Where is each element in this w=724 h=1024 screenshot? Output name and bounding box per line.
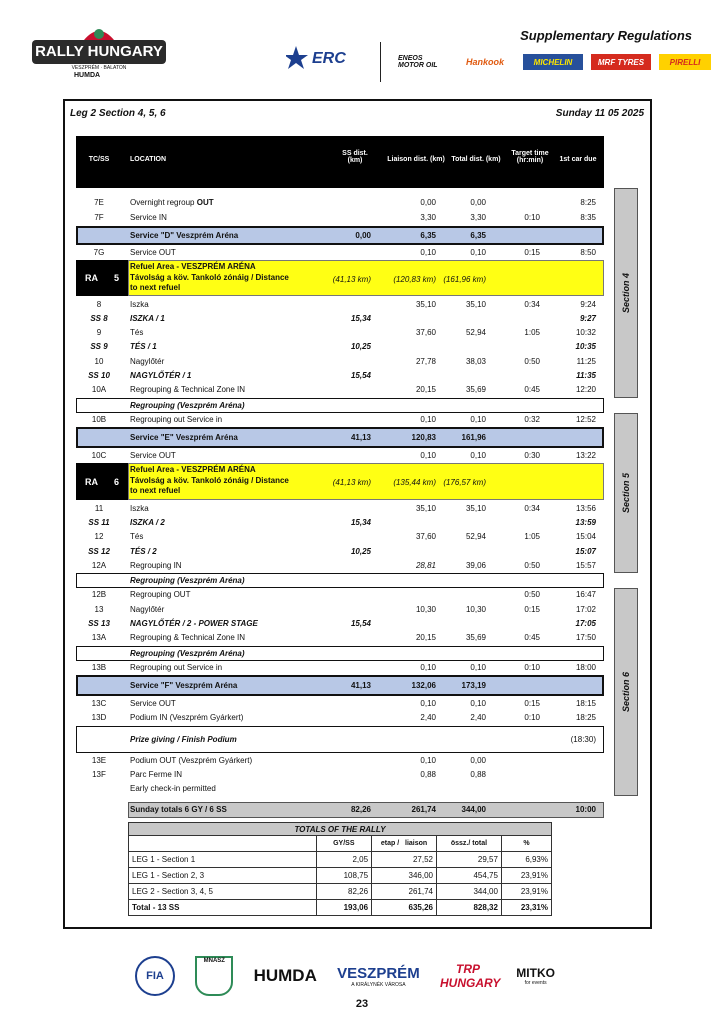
ss-dist: 10,25	[350, 547, 371, 556]
total: 52,94	[465, 532, 486, 541]
tc: 7G	[93, 248, 105, 257]
target: 0:15	[524, 605, 540, 614]
totals-pct: 6,93%	[501, 852, 551, 868]
tc: SS 12	[88, 547, 110, 556]
eneos-logo: ENEOS MOTOR OIL	[398, 55, 438, 69]
total: 35,10	[465, 300, 486, 309]
location: TÉS / 2	[130, 547, 157, 556]
section-4-tab	[614, 188, 638, 398]
target: 1:05	[524, 532, 540, 541]
due: 15:04	[575, 532, 596, 541]
tc: SS 9	[90, 342, 108, 351]
tc: 12A	[91, 561, 107, 570]
tc: 13E	[91, 756, 107, 765]
due: 8:35	[580, 213, 596, 222]
target: 0:15	[524, 248, 540, 257]
refuel-line-2	[130, 465, 289, 497]
page-number: 23	[355, 998, 369, 1010]
total: 39,06	[465, 561, 486, 570]
due: 16:47	[575, 590, 596, 599]
refuel-text-line: to next refuel	[130, 283, 181, 292]
refuel-line-1	[130, 262, 289, 294]
section-5-label: Section 5	[621, 472, 632, 514]
liaison: 3,30	[420, 213, 436, 222]
totals-col-gyss: GY/SS	[316, 836, 372, 852]
location: Service "D" Veszprém Aréna	[130, 231, 239, 240]
tc: 10C	[91, 451, 107, 460]
tc: 13F	[92, 770, 106, 779]
totals-pct: 23,91%	[501, 868, 551, 884]
footer-logos	[135, 958, 555, 994]
tc: 8	[96, 300, 102, 309]
refuel-text-line: Refuel Area - VESZPRÉM ARÉNA	[130, 465, 256, 474]
due: 13:59	[575, 518, 596, 527]
due: 13:22	[575, 451, 596, 460]
location: ISZKA / 2	[130, 518, 165, 527]
location: Service OUT	[130, 248, 176, 257]
due: 17:02	[575, 605, 596, 614]
total: 6,35	[470, 231, 486, 240]
total: 344,00	[461, 805, 486, 814]
location: Service IN	[130, 213, 167, 222]
liaison: 0,10	[420, 248, 436, 257]
location: Service "E" Veszprém Aréna	[130, 433, 238, 442]
location: Regrouping & Technical Zone IN	[130, 385, 246, 394]
ra6-label: RA	[84, 476, 98, 487]
totals-total: 828,32	[437, 900, 502, 916]
tc: 13A	[91, 633, 107, 642]
location: Sunday totals 6 GY / 6 SS	[130, 805, 227, 814]
liaison: 35,10	[415, 300, 436, 309]
total: (176,57 km)	[443, 478, 486, 487]
total: 0,10	[470, 248, 486, 257]
liaison: 0,10	[420, 415, 436, 424]
total: 0,88	[470, 770, 486, 779]
ss-dist: 15,34	[350, 518, 371, 527]
col-liaison: Liaison dist. (km)	[387, 156, 445, 163]
erc-logo	[286, 42, 366, 82]
location-bold: OUT	[196, 198, 214, 207]
ra5-block	[76, 260, 128, 296]
tc: 10	[94, 357, 104, 366]
target: 0:34	[524, 504, 540, 513]
liaison: 37,60	[415, 532, 436, 541]
totals-label: Total - 13 SS	[129, 900, 317, 916]
tc: 12	[94, 532, 104, 541]
due: 8:50	[580, 248, 596, 257]
due: 12:20	[575, 385, 596, 394]
location: Early check-in permitted	[130, 784, 216, 793]
tc: 13B	[91, 663, 107, 672]
humda-small-logo: HUMDA	[74, 72, 101, 79]
section-6-label: Section 6	[621, 671, 632, 713]
target: 0:45	[524, 385, 540, 394]
tc: SS 10	[88, 371, 110, 380]
liaison: 120,83	[411, 433, 436, 442]
mnasz-logo: MNASZ	[195, 956, 233, 996]
mrf-logo: MRF TYRES	[591, 54, 651, 70]
target: 0:15	[524, 699, 540, 708]
tc: 10B	[91, 415, 107, 424]
totals-liaison: 635,26	[372, 900, 437, 916]
fia-logo: FIA	[135, 956, 175, 996]
section-6-tab	[614, 588, 638, 796]
total: 2,40	[470, 713, 486, 722]
totals-gyss: 193,06	[316, 900, 372, 916]
ss-dist: 15,54	[350, 371, 371, 380]
mitko-logo-sub: for events	[524, 980, 547, 986]
location: Iszka	[130, 504, 149, 513]
totals-blank-header	[129, 836, 317, 852]
target: 0:10	[524, 213, 540, 222]
totals-row	[129, 884, 552, 900]
due: 9:24	[580, 300, 596, 309]
total: 3,30	[470, 213, 486, 222]
tc: 13C	[91, 699, 107, 708]
due: 10:35	[575, 342, 596, 351]
due: 12:52	[575, 415, 596, 424]
ss-dist: 15,34	[350, 314, 371, 323]
tc: 7E	[94, 198, 104, 207]
col-due: 1st car due	[559, 156, 597, 163]
liaison: 20,15	[415, 633, 436, 642]
due: 11:25	[576, 357, 596, 366]
target: 0:50	[524, 561, 540, 570]
totals-gyss: 108,75	[316, 868, 372, 884]
veszprem-logo	[337, 965, 420, 988]
location: Iszka	[130, 300, 149, 309]
col-location: LOCATION	[130, 156, 167, 163]
totals-col-total: össz./ total	[437, 836, 502, 852]
section-5-tab	[614, 413, 638, 573]
due: 8:25	[580, 198, 596, 207]
total: 0,00	[470, 198, 486, 207]
refuel-text-line: to next refuel	[130, 486, 181, 495]
ss-dist: 41,13	[350, 681, 371, 690]
tc: 12B	[91, 590, 107, 599]
location: NAGYLŐTÉR / 2 - POWER STAGE	[130, 619, 258, 628]
ra6-number: 6	[113, 476, 119, 487]
humda-logo: HUMDA	[253, 966, 317, 985]
totals-row	[129, 852, 552, 868]
table-header	[76, 136, 604, 188]
ra5-label: RA	[84, 273, 98, 283]
ss-dist: (41,13 km)	[332, 478, 371, 487]
liaison: 0,10	[420, 699, 436, 708]
col-tcss: TC/SS	[88, 156, 110, 163]
liaison: (120,83 km)	[393, 275, 436, 284]
location: Regrouping out Service in	[130, 663, 223, 672]
tc: 13	[94, 605, 104, 614]
due: 18:25	[575, 713, 596, 722]
mitko-logo-text: MITKO	[516, 966, 555, 980]
total: (161,96 km)	[443, 275, 486, 284]
event-logo-sub: VESZPRÉM · BALATON	[71, 65, 127, 71]
due: 15:57	[575, 561, 596, 570]
erc-logo-text: ERC	[312, 50, 346, 67]
totals-total: 344,00	[437, 884, 502, 900]
tc: 11	[94, 504, 104, 513]
target: 1:05	[524, 328, 540, 337]
location: Service OUT	[130, 451, 176, 460]
location: TÉS / 1	[130, 342, 157, 351]
total: 0,10	[470, 663, 486, 672]
due: 9:27	[579, 314, 596, 323]
tc: SS 11	[88, 518, 110, 527]
liaison: 0,88	[420, 770, 436, 779]
liaison: 35,10	[415, 504, 436, 513]
liaison: 27,78	[415, 357, 436, 366]
totals-total: 29,57	[437, 852, 502, 868]
total: 0,10	[470, 451, 486, 460]
location: Regrouping & Technical Zone IN	[130, 633, 246, 642]
tc: 13D	[91, 713, 107, 722]
totals-label: LEG 1 - Section 2, 3	[129, 868, 317, 884]
location: Regrouping OUT	[130, 590, 191, 599]
refuel-text-line: Távolság a köv. Tankoló zónáig / Distance	[130, 272, 289, 282]
location: NAGYLŐTÉR / 1	[130, 371, 192, 380]
liaison: 6,35	[420, 231, 436, 240]
total: 10,30	[465, 605, 486, 614]
rally-hungary-logo	[30, 22, 168, 84]
location: Parc Ferme IN	[130, 770, 183, 779]
liaison: 261,74	[411, 805, 436, 814]
totals-gyss: 2,05	[316, 852, 372, 868]
due: 17:05	[575, 619, 596, 628]
total: 52,94	[465, 328, 486, 337]
due: 11:35	[576, 371, 596, 380]
total: 0,10	[470, 699, 486, 708]
ss-dist: 41,13	[350, 433, 371, 442]
total: 35,69	[465, 633, 486, 642]
due: 10:32	[575, 328, 596, 337]
due: 10:00	[575, 805, 596, 814]
totals-liaison: 261,74	[372, 884, 437, 900]
liaison: 0,10	[420, 756, 436, 765]
due: 15:07	[575, 547, 596, 556]
col-ss-dist: SS dist. (km)	[342, 150, 368, 164]
veszprem-logo-sub: A KIRÁLYNÉK VÁROSA	[351, 981, 406, 988]
totals-liaison: 27,52	[372, 852, 437, 868]
totals-label: LEG 2 - Section 3, 4, 5	[129, 884, 317, 900]
totals-pct: 23,91%	[501, 884, 551, 900]
totals-table	[128, 822, 552, 916]
liaison: 0,00	[420, 198, 436, 207]
ss-dist: 10,25	[350, 342, 371, 351]
location: Regrouping (Veszprém Aréna)	[130, 576, 245, 585]
location: Regrouping (Veszprém Aréna)	[130, 649, 245, 658]
col-total: Total dist. (km)	[451, 156, 501, 163]
ss-dist: 0,00	[355, 231, 371, 240]
location: Prize giving / Finish Podium	[130, 735, 237, 744]
location: Regrouping out Service in	[130, 415, 223, 424]
due: 17:50	[575, 633, 596, 642]
totals-col-pct: %	[501, 836, 551, 852]
total: 38,03	[465, 357, 486, 366]
liaison: 0,10	[420, 451, 436, 460]
ra5-number: 5	[113, 273, 119, 283]
totals-total: 454,75	[437, 868, 502, 884]
ra6-block	[76, 463, 128, 500]
date-heading: Sunday 11 05 2025	[555, 108, 644, 119]
michelin-logo: MICHELIN	[523, 54, 583, 70]
col-target: Target time (hr:min)	[511, 150, 549, 164]
refuel-text-line: Távolság a köv. Tankoló zónáig / Distance	[130, 475, 289, 485]
tc: 7F	[94, 213, 104, 222]
target: 0:50	[524, 590, 540, 599]
total: 161,96	[461, 433, 486, 442]
location-text: Overnight regroup	[130, 198, 195, 207]
ss-dist: 82,26	[350, 805, 371, 814]
totals-col-liaison-label: liaison	[405, 840, 428, 847]
target: 0:32	[524, 415, 540, 424]
tc: 10A	[91, 385, 107, 394]
tc: SS 13	[88, 619, 110, 628]
location: Tés	[130, 328, 144, 337]
sponsor-bar	[286, 42, 711, 82]
leg-heading: Leg 2 Section 4, 5, 6	[70, 108, 166, 119]
location: Podium IN (Veszprém Gyárkert)	[130, 713, 244, 722]
totals-pct: 23,31%	[501, 900, 551, 916]
due: 18:15	[575, 699, 596, 708]
totals-label: LEG 1 - Section 1	[129, 852, 317, 868]
totals-gyss: 82,26	[316, 884, 372, 900]
target: 0:10	[524, 713, 540, 722]
location: Service OUT	[130, 699, 176, 708]
liaison: 2,40	[420, 713, 436, 722]
location: Service "F" Veszprém Aréna	[130, 681, 238, 690]
ss-dist: (41,13 km)	[332, 275, 371, 284]
location: Regrouping IN	[130, 561, 182, 570]
totals-row	[129, 868, 552, 884]
sponsor-divider	[380, 42, 381, 82]
total: 35,69	[465, 385, 486, 394]
document-title: Supplementary Regulations	[520, 28, 692, 43]
section-4-label: Section 4	[621, 272, 632, 314]
target: 0:30	[524, 451, 540, 460]
event-logo-text: RALLY HUNGARY	[35, 43, 163, 60]
refuel-text-line: Refuel Area - VESZPRÉM ARÉNA	[130, 262, 256, 271]
hankook-logo: Hankook	[465, 57, 504, 67]
total: 35,10	[465, 504, 486, 513]
tc: 9	[96, 328, 102, 337]
liaison: 10,30	[415, 605, 436, 614]
liaison: 20,15	[415, 385, 436, 394]
totals-row-grand	[129, 900, 552, 916]
veszprem-logo-text: VESZPRÉM	[337, 964, 420, 982]
target: 0:10	[524, 663, 540, 672]
liaison: (135,44 km)	[393, 478, 436, 487]
totals-liaison: 346,00	[372, 868, 437, 884]
liaison: 132,06	[411, 681, 436, 690]
liaison: 37,60	[415, 328, 436, 337]
due: 13:56	[575, 504, 596, 513]
target: 0:45	[524, 633, 540, 642]
totals-title: TOTALS OF THE RALLY	[129, 823, 552, 836]
target: 0:34	[524, 300, 540, 309]
pirelli-logo: PIRELLI	[659, 54, 711, 70]
location: Regrouping (Veszprém Aréna)	[130, 401, 245, 410]
liaison: 28,81	[415, 561, 436, 570]
total: 173,19	[461, 681, 486, 690]
mitko-logo	[516, 966, 555, 986]
location: Nagylőtér	[130, 357, 165, 366]
totals-col-etap: etap /	[380, 840, 400, 847]
due: 18:00	[575, 663, 596, 672]
location: Tés	[130, 532, 144, 541]
trp-logo: TRP HUNGARY	[439, 962, 501, 990]
location: Nagylőtér	[130, 605, 165, 614]
location: Podium OUT (Veszprém Gyárkert)	[130, 756, 253, 765]
target: 0:50	[524, 357, 540, 366]
due: (18:30)	[570, 735, 596, 744]
totals-col-liaison	[372, 836, 437, 852]
tc: SS 8	[90, 314, 108, 323]
total: 0,10	[470, 415, 486, 424]
total: 0,00	[470, 756, 486, 765]
liaison: 0,10	[420, 663, 436, 672]
ss-dist: 15,54	[350, 619, 371, 628]
location: ISZKA / 1	[130, 314, 165, 323]
location	[130, 196, 214, 210]
